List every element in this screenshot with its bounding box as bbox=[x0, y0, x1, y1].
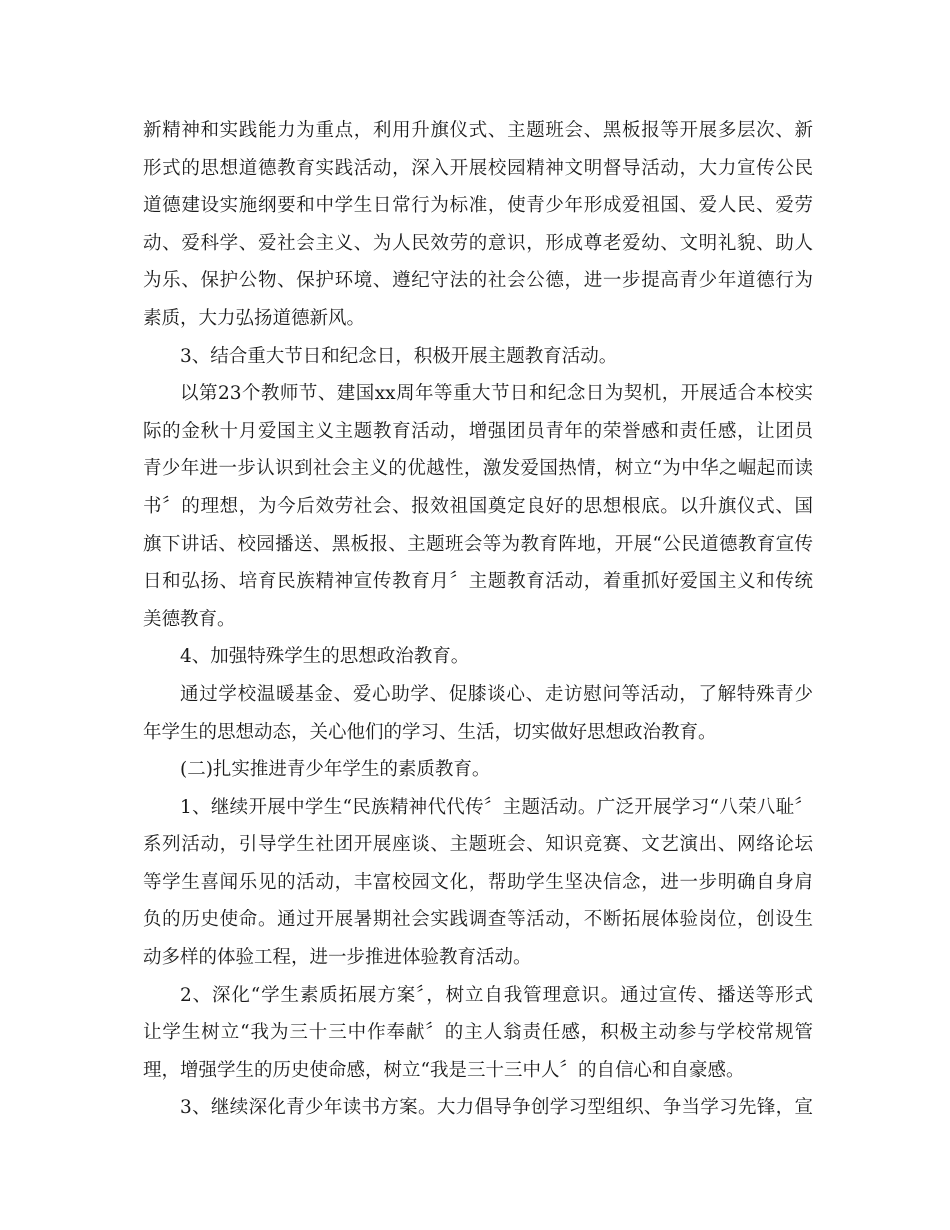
text-line: 2、深化“学生素质拓展方案〞，树立自我管理意识。通过宣传、播送等形式 bbox=[180, 984, 813, 1006]
text-line: 形式的思想道德教育实践活动，深入开展校园精神文明督导活动，大力宣传公民 bbox=[143, 157, 813, 179]
text-line: (二)扎实推进青少年学生的素质教育。 bbox=[180, 759, 491, 781]
text-line: 新精神和实践能力为重点，利用升旗仪式、主题班会、黑板报等开展多层次、新 bbox=[143, 120, 813, 141]
text-line: 系列活动，引导学生社团开展座谈、主题班会、知识竞赛、文艺演出、网络论坛 bbox=[143, 834, 813, 856]
text-line: 以第23个教师节、建国xx周年等重大节日和纪念日为契机，开展适合本校实 bbox=[180, 383, 813, 405]
text-line: 为乐、保护公物、保护环境、遵纪守法的社会公德，进一步提高青少年道德行为 bbox=[143, 270, 813, 292]
text-line: 美德教育。 bbox=[143, 608, 236, 630]
text-line: 理，增强学生的历史使命感，树立“我是三十三中人〞的自信心和自豪感。 bbox=[143, 1059, 745, 1081]
text-line: 通过学校温暖基金、爱心助学、促膝谈心、走访慰问等活动，了解特殊青少 bbox=[180, 683, 813, 705]
text-line: 负的历史使命。通过开展暑期社会实践调查等活动，不断拓展体验岗位，创设生 bbox=[143, 909, 813, 931]
text-line: 旗下讲话、校园播送、黑板报、主题班会等为教育阵地，开展“公民道德教育宣传 bbox=[143, 533, 813, 555]
text-line: 动多样的体验工程，进一步推进体验教育活动。 bbox=[143, 947, 532, 969]
text-line: 动、爱科学、爱社会主义、为人民效劳的意识，形成尊老爱幼、文明礼貌、助人 bbox=[143, 232, 813, 254]
text-line: 让学生树立“我为三十三中作奉献〞的主人翁责任感，积极主动参与学校常规管 bbox=[143, 1022, 813, 1044]
text-line: 日和弘扬、培育民族精神宣传教育月〞主题教育活动，着重抓好爱国主义和传统 bbox=[143, 571, 813, 593]
text-line: 3、继续深化青少年读书方案。大力倡导争创学习型组织、争当学习先锋，宣 bbox=[180, 1097, 813, 1119]
text-line: 际的金秋十月爱国主义主题教育活动，增强团员青年的荣誉感和责任感，让团员 bbox=[143, 420, 813, 442]
text-line: 书〞的理想，为今后效劳社会、报效祖国奠定良好的思想根底。以升旗仪式、国 bbox=[143, 495, 813, 517]
text-line: 3、结合重大节日和纪念日，积极开展主题教育活动。 bbox=[180, 345, 618, 367]
text-line: 素质，大力弘扬道德新风。 bbox=[143, 307, 366, 329]
text-line: 道德建设实施纲要和中学生日常行为标准，使青少年形成爱祖国、爱人民、爱劳 bbox=[143, 195, 813, 217]
text-line: 等学生喜闻乐见的活动，丰富校园文化，帮助学生坚决信念，进一步明确自身肩 bbox=[143, 871, 813, 893]
text-line: 1、继续开展中学生“民族精神代代传〞主题活动。广泛开展学习“八荣八耻〞 bbox=[180, 796, 813, 818]
document-body bbox=[143, 112, 813, 1127]
text-line: 青少年进一步认识到社会主义的优越性，激发爱国热情，树立“为中华之崛起而读 bbox=[143, 458, 813, 480]
text-line: 4、加强特殊学生的思想政治教育。 bbox=[180, 646, 470, 668]
text-line: 年学生的思想动态，关心他们的学习、生活，切实做好思想政治教育。 bbox=[143, 721, 717, 743]
